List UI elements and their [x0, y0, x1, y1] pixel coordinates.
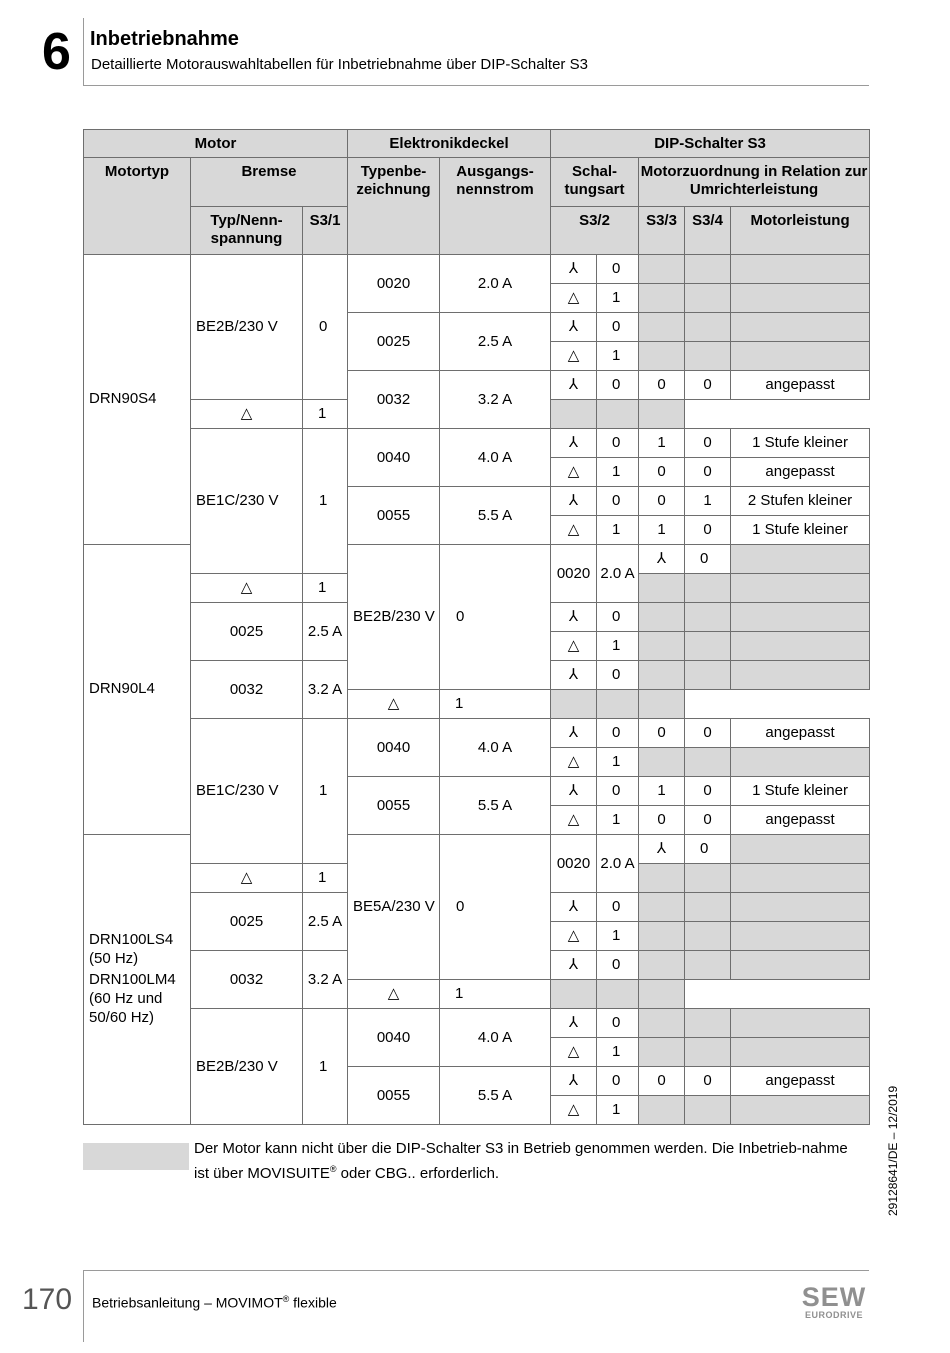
motorleistung-value: angepasst — [731, 719, 870, 748]
s3-3-value — [639, 574, 685, 603]
s3-2-value: 0 — [597, 603, 639, 632]
s3-4-value: 0 — [685, 458, 731, 487]
s3-2-value: 0 — [685, 835, 731, 864]
ausgangsnennstrom: 2.5 A — [303, 893, 348, 951]
s3-3-value: 1 — [639, 429, 685, 458]
star-connection-icon: ⅄ — [551, 371, 597, 400]
typenbezeichnung: 0020 — [551, 835, 597, 893]
motorleistung-value: angepasst — [731, 371, 870, 400]
motorleistung-value — [731, 574, 870, 603]
s3-3-value — [551, 690, 597, 719]
header-bremse: Bremse — [191, 158, 348, 207]
s3-3-value — [639, 603, 685, 632]
motorleistung-value: angepasst — [731, 1067, 870, 1096]
ausgangsnennstrom: 2.5 A — [303, 603, 348, 661]
s3-3-value — [639, 951, 685, 980]
s3-4-value — [685, 1096, 731, 1125]
s3-2-value: 0 — [597, 893, 639, 922]
s3-3-value — [731, 545, 870, 574]
s3-3-value — [639, 284, 685, 313]
delta-connection-icon: △ — [551, 1038, 597, 1067]
ausgangsnennstrom: 4.0 A — [440, 719, 551, 777]
motorleistung-value — [731, 284, 870, 313]
legend-text: Der Motor kann nicht über die DIP-Schalter S3 in Betrieb genommen werden. Die Inbetrieb-nahme ist über MOVISUITE® oder CBG.. erforderlich. — [194, 1140, 848, 1182]
s3-4-value — [685, 748, 731, 777]
delta-connection-icon: △ — [191, 574, 303, 603]
s3-4-value — [685, 893, 731, 922]
s3-4-value: 0 — [685, 777, 731, 806]
s3-3-value: 0 — [639, 1067, 685, 1096]
motorleistung-value — [731, 603, 870, 632]
delta-connection-icon: △ — [551, 632, 597, 661]
header-ausgangsnennstrom: Ausgangs-nennstrom — [440, 158, 551, 255]
table-row — [84, 255, 870, 284]
s3-3-value: 1 — [639, 777, 685, 806]
motorleistung-value — [731, 632, 870, 661]
ausgangsnennstrom: 2.0 A — [597, 545, 639, 603]
s3-4-value: 0 — [685, 371, 731, 400]
ausgangsnennstrom: 2.0 A — [597, 835, 639, 893]
s3-3-value: 0 — [639, 806, 685, 835]
s3-4-value: 0 — [685, 806, 731, 835]
s3-4-value — [597, 400, 639, 429]
motor-type: DRN90S4 — [89, 390, 157, 407]
table-row — [84, 429, 870, 458]
s3-2-value: 0 — [597, 1009, 639, 1038]
brake-type: BE5A/230 V — [348, 835, 440, 980]
motorleistung-value: angepasst — [731, 806, 870, 835]
s3-4-value — [685, 342, 731, 371]
header-rule — [83, 85, 869, 86]
s3-4-value — [685, 864, 731, 893]
s3-4-value — [685, 1038, 731, 1067]
s3-4-value — [685, 603, 731, 632]
table-row — [84, 719, 870, 748]
s3-2-value: 1 — [597, 516, 639, 545]
s3-2-value: 0 — [597, 487, 639, 516]
motor-selection-table — [83, 129, 870, 1125]
typenbezeichnung: 0040 — [348, 429, 440, 487]
s3-4-value — [685, 255, 731, 284]
motorleistung-value — [731, 951, 870, 980]
motorleistung-value: 2 Stufen kleiner — [731, 487, 870, 516]
brake-type: BE2B/230 V — [191, 1009, 303, 1125]
document-code: 29128641/DE – 12/2019 — [886, 1085, 900, 1216]
star-connection-icon: ⅄ — [551, 719, 597, 748]
motorleistung-value — [731, 255, 870, 284]
delta-connection-icon: △ — [551, 748, 597, 777]
typenbezeichnung: 0025 — [191, 893, 303, 951]
s3-2-value: 0 — [597, 429, 639, 458]
ausgangsnennstrom: 5.5 A — [440, 1067, 551, 1125]
s3-4-value: 0 — [685, 719, 731, 748]
brake-type: BE2B/230 V — [191, 255, 303, 400]
s3-3-value: 0 — [639, 371, 685, 400]
s3-2-value: 1 — [597, 748, 639, 777]
star-connection-icon: ⅄ — [639, 835, 685, 864]
header-divider — [83, 18, 84, 86]
s3-3-value — [639, 632, 685, 661]
brake-s3-1: 1 — [303, 719, 348, 864]
motor-type: DRN100LM4 (60 Hz und 50/60 Hz) — [89, 971, 176, 1026]
s3-3-value — [639, 1009, 685, 1038]
star-connection-icon: ⅄ — [551, 313, 597, 342]
brake-type: BE2B/230 V — [348, 545, 440, 690]
typenbezeichnung: 0032 — [191, 661, 303, 719]
s3-3-value — [639, 342, 685, 371]
s3-4-value — [685, 284, 731, 313]
s3-2-value: 1 — [303, 400, 348, 429]
ausgangsnennstrom: 3.2 A — [303, 661, 348, 719]
header-elektronikdeckel: Elektronikdeckel — [348, 130, 551, 158]
header-typenbezeichnung: Typenbe-zeichnung — [348, 158, 440, 255]
footer-divider — [83, 1270, 84, 1342]
delta-connection-icon: △ — [551, 516, 597, 545]
s3-2-value: 1 — [440, 980, 551, 1009]
delta-connection-icon: △ — [551, 458, 597, 487]
chapter-title: Inbetriebnahme — [90, 28, 239, 50]
header-dip-schalter: DIP-Schalter S3 — [551, 130, 870, 158]
header-motor: Motor — [84, 130, 348, 158]
delta-connection-icon: △ — [551, 922, 597, 951]
motorleistung-value — [731, 748, 870, 777]
delta-connection-icon: △ — [348, 980, 440, 1009]
typenbezeichnung: 0032 — [348, 371, 440, 429]
s3-4-value — [685, 661, 731, 690]
s3-2-value: 1 — [303, 574, 348, 603]
star-connection-icon: ⅄ — [551, 777, 597, 806]
s3-4-value: 0 — [685, 1067, 731, 1096]
s3-2-value: 0 — [597, 1067, 639, 1096]
typenbezeichnung: 0055 — [348, 1067, 440, 1125]
s3-3-value: 1 — [639, 516, 685, 545]
header-motortyp: Motortyp — [84, 158, 191, 255]
motorleistung-value — [731, 1096, 870, 1125]
s3-2-value: 0 — [597, 661, 639, 690]
brake-s3-1: 1 — [303, 429, 348, 574]
brake-type: BE1C/230 V — [191, 429, 303, 574]
typenbezeichnung: 0040 — [348, 1009, 440, 1067]
star-connection-icon: ⅄ — [551, 487, 597, 516]
motorleistung-value — [731, 661, 870, 690]
s3-4-value — [597, 690, 639, 719]
s3-4-value: 0 — [685, 429, 731, 458]
s3-2-value: 1 — [303, 864, 348, 893]
brake-s3-1: 0 — [440, 545, 551, 690]
s3-4-value — [685, 922, 731, 951]
chapter-subtitle: Detaillierte Motorauswahltabellen für Inbetriebnahme über DIP-Schalter S3 — [91, 56, 588, 73]
s3-2-value: 1 — [597, 1038, 639, 1067]
star-connection-icon: ⅄ — [551, 951, 597, 980]
ausgangsnennstrom: 5.5 A — [440, 487, 551, 545]
s3-2-value: 1 — [597, 1096, 639, 1125]
s3-2-value: 1 — [597, 458, 639, 487]
ausgangsnennstrom: 4.0 A — [440, 1009, 551, 1067]
s3-2-value: 0 — [685, 545, 731, 574]
delta-connection-icon: △ — [551, 1096, 597, 1125]
motorleistung-value: angepasst — [731, 458, 870, 487]
s3-3-value — [551, 400, 597, 429]
brake-s3-1: 0 — [303, 255, 348, 400]
ausgangsnennstrom: 3.2 A — [440, 371, 551, 429]
star-connection-icon: ⅄ — [551, 255, 597, 284]
s3-3-value — [639, 748, 685, 777]
star-connection-icon: ⅄ — [551, 1067, 597, 1096]
s3-2-value: 1 — [597, 284, 639, 313]
s3-2-value: 1 — [597, 922, 639, 951]
sew-eurodrive-logo: SEW EURODRIVE — [801, 1282, 867, 1320]
s3-3-value: 0 — [639, 458, 685, 487]
ausgangsnennstrom: 4.0 A — [440, 429, 551, 487]
header-s3-1: S3/1 — [303, 207, 348, 255]
header-motorzuordnung: Motorzuordnung in Relation zur Umrichterleistung — [639, 158, 870, 207]
motorleistung-value — [639, 980, 685, 1009]
s3-3-value — [639, 922, 685, 951]
motor-type-cell — [84, 255, 191, 545]
s3-2-value: 0 — [597, 313, 639, 342]
s3-2-value: 1 — [597, 342, 639, 371]
s3-4-value: 0 — [685, 516, 731, 545]
motorleistung-value — [731, 342, 870, 371]
motor-type: DRN100LS4 (50 Hz) — [89, 931, 174, 967]
motorleistung-value — [731, 893, 870, 922]
s3-3-value — [731, 835, 870, 864]
typenbezeichnung: 0025 — [348, 313, 440, 371]
s3-3-value: 0 — [639, 487, 685, 516]
header-motorleistung: Motorleistung — [731, 207, 870, 255]
s3-2-value: 1 — [597, 806, 639, 835]
typenbezeichnung: 0055 — [348, 487, 440, 545]
star-connection-icon: ⅄ — [551, 661, 597, 690]
motorleistung-value — [731, 313, 870, 342]
s3-4-value — [685, 574, 731, 603]
ausgangsnennstrom: 2.0 A — [440, 255, 551, 313]
header-s3-2: S3/2 — [551, 207, 639, 255]
motorleistung-value — [639, 400, 685, 429]
brake-type: BE1C/230 V — [191, 719, 303, 864]
s3-2-value: 0 — [597, 951, 639, 980]
page-number: 170 — [22, 1283, 73, 1316]
motorleistung-value — [731, 922, 870, 951]
motorleistung-value — [639, 690, 685, 719]
motorleistung-value: 1 Stufe kleiner — [731, 429, 870, 458]
star-connection-icon: ⅄ — [551, 429, 597, 458]
s3-3-value — [551, 980, 597, 1009]
typenbezeichnung: 0055 — [348, 777, 440, 835]
star-connection-icon: ⅄ — [639, 545, 685, 574]
delta-connection-icon: △ — [191, 400, 303, 429]
s3-3-value — [639, 1038, 685, 1067]
typenbezeichnung: 0020 — [551, 545, 597, 603]
motorleistung-value: 1 Stufe kleiner — [731, 777, 870, 806]
brake-s3-1: 1 — [303, 1009, 348, 1125]
s3-2-value: 1 — [440, 690, 551, 719]
header-schaltungsart: Schal-tungsart — [551, 158, 639, 207]
typenbezeichnung: 0020 — [348, 255, 440, 313]
s3-3-value — [639, 313, 685, 342]
header-s3-4: S3/4 — [685, 207, 731, 255]
motorleistung-value: 1 Stufe kleiner — [731, 516, 870, 545]
footer-rule — [83, 1270, 869, 1271]
footer-title: Betriebsanleitung – MOVIMOT® flexible — [92, 1294, 337, 1311]
s3-3-value — [639, 893, 685, 922]
delta-connection-icon: △ — [551, 342, 597, 371]
header-typ-nennspannung: Typ/Nenn-spannung — [191, 207, 303, 255]
s3-2-value: 0 — [597, 719, 639, 748]
s3-3-value — [639, 864, 685, 893]
s3-4-value — [685, 313, 731, 342]
chapter-number: 6 — [42, 23, 71, 81]
s3-2-value: 0 — [597, 777, 639, 806]
s3-4-value: 1 — [685, 487, 731, 516]
delta-connection-icon: △ — [348, 690, 440, 719]
motor-type: DRN90L4 — [89, 680, 155, 697]
s3-3-value — [639, 1096, 685, 1125]
delta-connection-icon: △ — [551, 806, 597, 835]
s3-4-value — [685, 951, 731, 980]
s3-3-value — [639, 661, 685, 690]
s3-2-value: 0 — [597, 255, 639, 284]
delta-connection-icon: △ — [191, 864, 303, 893]
typenbezeichnung: 0040 — [348, 719, 440, 777]
ausgangsnennstrom: 5.5 A — [440, 777, 551, 835]
s3-4-value — [597, 980, 639, 1009]
ausgangsnennstrom: 2.5 A — [440, 313, 551, 371]
s3-4-value — [685, 632, 731, 661]
legend-gray-swatch — [83, 1143, 189, 1170]
table-row — [84, 1009, 870, 1038]
typenbezeichnung: 0025 — [191, 603, 303, 661]
motor-type-cell — [84, 545, 191, 835]
motorleistung-value — [731, 1009, 870, 1038]
ausgangsnennstrom: 3.2 A — [303, 951, 348, 1009]
s3-3-value: 0 — [639, 719, 685, 748]
delta-connection-icon: △ — [551, 284, 597, 313]
s3-3-value — [639, 255, 685, 284]
star-connection-icon: ⅄ — [551, 893, 597, 922]
s3-2-value: 0 — [597, 371, 639, 400]
motorleistung-value — [731, 864, 870, 893]
star-connection-icon: ⅄ — [551, 1009, 597, 1038]
header-s3-3: S3/3 — [639, 207, 685, 255]
s3-4-value — [685, 1009, 731, 1038]
motorleistung-value — [731, 1038, 870, 1067]
motor-type-cell — [84, 835, 191, 1125]
s3-2-value: 1 — [597, 632, 639, 661]
brake-s3-1: 0 — [440, 835, 551, 980]
star-connection-icon: ⅄ — [551, 603, 597, 632]
typenbezeichnung: 0032 — [191, 951, 303, 1009]
